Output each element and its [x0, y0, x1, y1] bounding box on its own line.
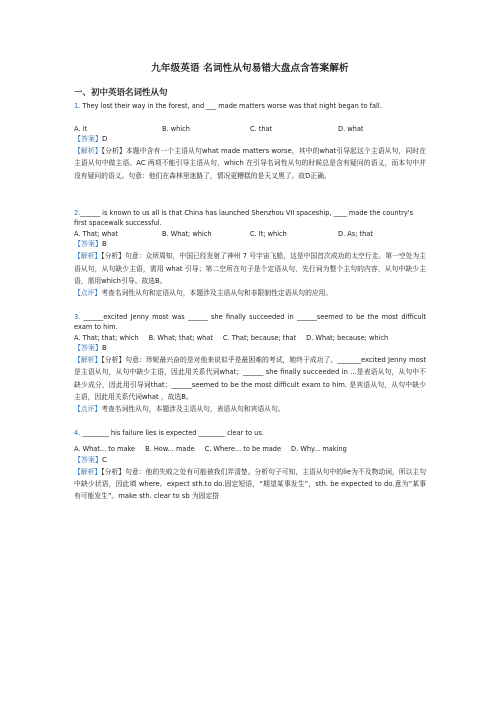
option-b: B. What; that; what: [148, 333, 213, 342]
answer-value: B: [102, 240, 107, 249]
question-stem: [74, 428, 426, 439]
analysis: [74, 466, 426, 503]
question-text: ______ is known to us all is that China has launched Shenzhou VII spaceship, ____ made the country's first spacewalk successful.: [74, 208, 414, 228]
option-d: D. As; that: [338, 229, 373, 238]
option-b: B. How... made: [145, 445, 195, 454]
answer-line: [74, 343, 426, 354]
question-stem: [74, 101, 426, 112]
analysis-text: 【分析】句意：众所周知，中国已经发射了神州 7 号宇宙飞船，这是中国首次成功的太空行走。第一空处为主语从句，从句缺少主语，需用 what 引导；第二空所在句子是个定语从句，先行词为整个主句的内容，从句中缺少主语，需用which引导。故选B。: [74, 252, 427, 285]
option-c: C. Where... to be made: [204, 445, 282, 454]
question-stem: [74, 208, 426, 229]
analysis-tag: 【解析】: [74, 356, 102, 365]
answer-value: D: [102, 135, 108, 143]
question-number: 4.: [74, 428, 81, 437]
analysis-tag: 【解析】: [74, 147, 102, 155]
answer-tag: 【答案】: [74, 455, 102, 464]
analysis-tag: 【解析】: [74, 252, 102, 261]
option-a: A. it: [74, 124, 88, 133]
options-row: [74, 124, 426, 135]
option-b: B. which: [162, 124, 190, 133]
option-c: C. that: [250, 124, 273, 133]
answer-line: [74, 455, 426, 466]
comment: [74, 287, 426, 299]
analysis: [74, 250, 426, 287]
answer-value: C: [102, 455, 107, 464]
section-heading: 一、初中英语名词性从句: [74, 88, 168, 98]
option-c: C. That; because; that: [222, 333, 297, 342]
option-a: A. What... to make: [74, 445, 136, 454]
answer-tag: 【答案】: [74, 344, 102, 353]
options-row: [74, 333, 426, 344]
comment: [74, 403, 426, 415]
answer-line: [74, 134, 426, 145]
analysis-text: 【分析】句意：珍妮最兴奋的是对他来说似乎是最困难的考试，她终于成功了。_______excited Jenny most 是主语从句，从句中缺少主语，因此用关系代词what；______ she finally succeeded in ...是表语从句，从句中不缺少成分，因此用引导词that；______seemed to be the most difficult exam to him. 是宾语从句，从句中缺少主语，因此用关系代词what ，故选B。: [74, 356, 427, 401]
question-stem: [74, 312, 426, 333]
comment-text: 考查名词性从句和定语从句，本题涉及主语从句和非限制性定语从句的应用。: [101, 289, 333, 298]
option-d: D. What; because; which: [306, 333, 389, 342]
analysis-tag: 【解析】: [74, 467, 102, 476]
option-a: A. That; what: [74, 229, 118, 238]
comment-text: 考查名词性从句，本题涉及主语从句，表语从句和宾语从句。: [101, 405, 285, 414]
question-text: ______excited Jenny most was ______ she finally succeeded in ______seemed to be the most difficult exam to him.: [74, 312, 426, 332]
comment-tag: 【点评】: [74, 289, 102, 298]
answer-value: B: [102, 344, 107, 353]
answer-line: [74, 239, 426, 250]
option-d: D. what: [338, 124, 364, 133]
comment-tag: 【点评】: [74, 405, 102, 414]
question-1: [74, 101, 426, 182]
option-a: A. That; that; which: [74, 333, 139, 342]
option-d: D. Why... making: [291, 445, 347, 454]
option-b: B. What; which: [162, 229, 212, 238]
answer-tag: 【答案】: [74, 135, 102, 143]
option-c: C. It; which: [250, 229, 287, 238]
options-row: [74, 444, 426, 455]
page-title: 九年级英语 名词性从句易错大盘点含答案解析: [151, 63, 349, 74]
question-number: 3.: [74, 312, 81, 321]
analysis: [74, 354, 426, 403]
question-text: They lost their way in the forest, and ___ made matters worse was that night began to fall.: [82, 102, 382, 110]
question-text: ________ his failure lies is expected ________ clear to us.: [82, 428, 264, 437]
question-3: [74, 312, 426, 416]
analysis: [74, 145, 426, 182]
question-number: 2.: [74, 208, 81, 217]
question-2: [74, 208, 426, 300]
analysis-text: 【分析】句意：他的失败之处有可能被我们弄清楚。分析句子可知，主语从句中的lie为不及物动词，所以主句中缺少状语，因此填 where。expect sth.to do.固定短语，“期望某事发生”，sth. be expected to do.意为“某事有可能发生”。make sth. clear to sb 为固定搭: [74, 467, 426, 501]
question-4: [74, 428, 426, 503]
answer-tag: 【答案】: [74, 240, 102, 249]
analysis-text: 【分析】本题中含有一个主语从句what made matters worse，其中的what引导起这个主语从句，同时在主语从句中做主语。AC 两项不能引导主语从句，which 在引导名词性从句的时候总是含有疑问的语义，而本句中并没有疑问的语义。句意：他们在森林里迷路了，情况更糟糕的是天又黑了。故D正确。: [74, 147, 426, 180]
options-row: [74, 229, 426, 240]
question-number: 1.: [74, 102, 81, 110]
